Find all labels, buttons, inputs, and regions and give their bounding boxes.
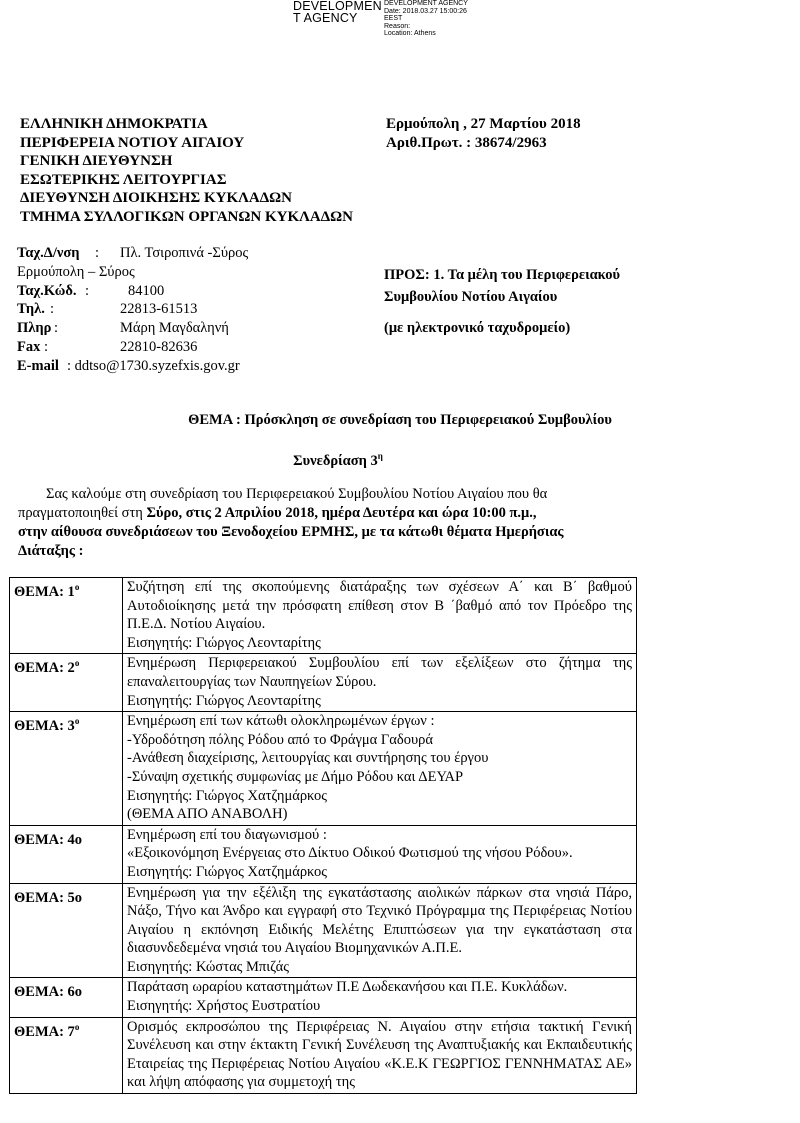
header-line: ΔΙΕΥΘΥΝΣΗ ΔΙΟΙΚΗΣΗΣ ΚΥΚΛΑΔΩΝ — [20, 190, 292, 207]
fax-value: 22810-82636 — [120, 338, 198, 355]
intro-line: Σας καλούμε στη συνεδρίαση του Περιφερειακού Συμβουλίου Νοτίου Αιγαίου που θα — [46, 486, 548, 502]
agenda-item-label: ΘΕΜΑ: 6ο — [10, 978, 123, 1017]
agenda-item-content — [123, 712, 637, 826]
agenda-line: Ενημέρωση επί του διαγωνισμού : — [127, 826, 327, 843]
agenda-item-content — [123, 825, 637, 883]
fax-label: Fax — [17, 338, 41, 355]
agenda-line: (ΘΕΜΑ ΑΠΟ ΑΝΑΒΟΛΗ) — [127, 806, 288, 823]
signature-detail-line: Location: Athens — [384, 30, 436, 38]
address-label: Ταχ.Δ/νση — [17, 245, 80, 261]
subject-heading: ΘΕΜΑ : Πρόσκληση σε συνεδρίαση του Περιφερειακού Συμβουλίου — [188, 412, 612, 428]
agenda-table — [9, 577, 637, 1094]
agenda-line: Παράταση ωραρίου καταστημάτων Π.Ε Δωδεκανήσου και Π.Ε. Κυκλάδων. — [127, 979, 568, 996]
signature-stamp-name — [293, 0, 383, 24]
agenda-line: Ενημέρωση Περιφερειακού Συμβουλίου επί των εξελίξεων στο ζήτημα της επαναλειτουργίας των Ναυπηγείων Σύρου. — [127, 655, 632, 690]
signature-name-line: DEVELOPMEN — [293, 0, 382, 13]
date-block — [386, 115, 581, 152]
agenda-item-content — [123, 883, 637, 978]
agenda-line: Ορισμός εκπροσώπου της Περιφέρειας Ν. Αιγαίου στην ετήσια τακτική Γενική Συνέλευση και στην έκτακτη Γενική Συνέλευση της Αναπτυξιακής και Εκπαιδευτικής Εταιρείας της Περιφέρειας Νοτίου Αιγαίου «Κ.Ε.Κ ΓΕΩΡΓΙΟΣ ΓΕΝΝΗΜΑΤΑΣ ΑΕ» και λήψη απόφασης για συμμετοχή της — [127, 1018, 632, 1091]
city-value: Ερμούπολη – Σύρος — [17, 263, 135, 280]
header-line: ΕΣΩΤΕΡΙΚΗΣ ΛΕΙΤΟΥΡΓΙΑΣ — [20, 171, 227, 188]
sender-header — [20, 115, 353, 227]
phone-separator: : — [50, 301, 55, 318]
zip-value: 84100 — [128, 282, 165, 299]
table-row — [10, 654, 637, 712]
agenda-line: Ενημέρωση για την εξέλιξη της εγκατάστασης αιολικών πάρκων στα νησιά Πάρο, Νάξο, Τήνο και Άνδρο και εγγραφή στο Τεχνικό Πρόγραμμα της Περιφέρειας Νοτίου Αιγαίου η εκπόνηση Ειδικής Μελέτης Επιπτώσεων για την εγκατάσταση στα διασυνδεδεμένα νησιά του Αιγαίου Βιομηχανικών Α.Π.Ε. — [127, 884, 632, 957]
session-ordinal: η — [377, 451, 383, 461]
agenda-item-label: ΘΕΜΑ: 4ο — [10, 825, 123, 883]
table-row — [10, 578, 637, 654]
header-line: ΠΕΡΙΦΕΡΕΙΑ ΝΟΤΙΟΥ ΑΙΓΑΙΟΥ — [20, 134, 245, 151]
agenda-line: Συζήτηση επί της σκοπούμενης διατάραξης των σχέσεων Α΄ και Β΄ βαθμού Αυτοδιοίκησης μετά την πρόσφατη επίθεση στον Β ΄βαθμό από τον Πρόεδρο της Π.Ε.Δ. Νοτίου Αιγαίου. — [127, 579, 632, 633]
session-heading — [0, 451, 676, 470]
signature-name-line: T AGENCY — [293, 11, 358, 25]
header-line: ΕΛΛΗΝΙΚΗ ΔΗΜΟΚΡΑΤΙΑ — [20, 116, 208, 132]
header-line: ΤΜΗΜΑ ΣΥΛΛΟΓΙΚΩΝ ΟΡΓΑΝΩΝ ΚΥΚΛΑΔΩΝ — [20, 208, 353, 225]
info-separator: : — [54, 320, 59, 337]
agenda-item-label: ΘΕΜΑ: $1^o$ — [10, 578, 123, 654]
table-row — [10, 883, 637, 978]
signature-detail-line: Date: 2018.03.27 15:00:26 — [384, 7, 467, 15]
agenda-item-content — [123, 654, 637, 712]
agenda-item-label: ΘΕΜΑ: $7^o$ — [10, 1017, 123, 1093]
signature-detail-line: EEST — [384, 15, 403, 23]
agenda-line: -Σύναψη σχετικής συμφωνίας με Δήμο Ρόδου και ΔΕΥΑΡ — [127, 768, 464, 785]
intro-plain: πραγματοποιηθεί στη — [18, 505, 147, 521]
recipient-block — [384, 264, 620, 339]
agenda-line: Εισηγητής: Γιώργος Χατζημάρκος — [127, 787, 328, 804]
session-text: Συνεδρίαση 3 — [293, 452, 378, 469]
agenda-item-label: ΘΕΜΑ: 5ο — [10, 883, 123, 978]
date-line: Ερμούπολη , 27 Μαρτίου 2018 — [386, 116, 581, 132]
table-row — [10, 712, 637, 826]
agenda-line: Εισηγητής: Γιώργος Χατζημάρκος — [127, 863, 328, 880]
agenda-line: -Υδροδότηση πόλης Ρόδου από το Φράγμα Γαδουρά — [127, 731, 433, 748]
agenda-item-content — [123, 1017, 637, 1093]
protocol-number: Αριθ.Πρωτ. : 38674/2963 — [386, 134, 547, 151]
agenda-line: -Ανάθεση διαχείρισης, λειτουργίας και συντήρησης του έργου — [127, 750, 489, 767]
agenda-line: Ενημέρωση επί των κάτωθι ολοκληρωμένων έργων : — [127, 713, 435, 730]
intro-line: στην αίθουσα συνεδριάσεων του Ξενοδοχείου ΕΡΜΗΣ, με τα κάτωθι θέματα Ημερήσιας — [18, 524, 564, 540]
email-value[interactable]: : ddtso@1730.syzefxis.gov.gr — [67, 357, 240, 374]
email-label: E-mail — [17, 357, 59, 374]
phone-label: Τηλ. — [17, 301, 45, 318]
agenda-line: Εισηγητής: Γιώργος Λεονταρίτης — [127, 692, 321, 709]
signature-detail-line: Reason: — [384, 22, 411, 30]
info-value: Μάρη Μαγδαληνή — [120, 320, 229, 337]
agenda-line: Εισηγητής: Χρήστος Ευστρατίου — [127, 998, 321, 1015]
phone-value: 22813-61513 — [120, 301, 198, 318]
zip-separator: : — [85, 282, 90, 299]
intro-paragraph — [18, 485, 628, 561]
signature-stamp-details — [384, 0, 494, 38]
agenda-item-content — [123, 578, 637, 654]
intro-line: Διάταξης : — [18, 543, 84, 559]
info-label: Πληρ — [17, 320, 52, 337]
table-row — [10, 1017, 637, 1093]
header-line: ΓΕΝΙΚΗ ΔΙΕΥΘΥΝΣΗ — [20, 153, 173, 170]
agenda-item-label: ΘΕΜΑ: $3^o$ — [10, 712, 123, 826]
table-row — [10, 978, 637, 1017]
recipient-line: Συμβουλίου Νοτίου Αιγαίου — [384, 289, 558, 305]
agenda-line: «Εξοικονόμηση Ενέργειας στο Δίκτυο Οδικού Φωτισμού της νήσου Ρόδου». — [127, 845, 573, 862]
intro-date-bold: Σύρο, στις 2 Απριλίου 2018, ημέρα Δευτέρα και ώρα 10:00 π.μ., — [146, 505, 537, 521]
table-row — [10, 825, 637, 883]
agenda-line: Εισηγητής: Κώστας Μπιζάς — [127, 958, 289, 975]
signature-detail-line: DEVELOPMENT AGENCY — [384, 0, 468, 7]
recipient-note: (με ηλεκτρονικό ταχυδρομείο) — [384, 320, 571, 336]
fax-separator: : — [44, 338, 49, 355]
agenda-item-content — [123, 978, 637, 1017]
address-value: Πλ. Τσιροπινά -Σύρος — [120, 245, 249, 261]
intro-line — [18, 504, 628, 523]
agenda-item-label: ΘΕΜΑ: $2^o$ — [10, 654, 123, 712]
zip-label: Ταχ.Κώδ. — [17, 282, 77, 299]
address-separator: : — [95, 245, 100, 261]
recipient-line: ΠΡΟΣ: 1. Τα μέλη του Περιφερειακού — [384, 267, 621, 283]
agenda-line: Εισηγητής: Γιώργος Λεονταρίτης — [127, 634, 321, 651]
